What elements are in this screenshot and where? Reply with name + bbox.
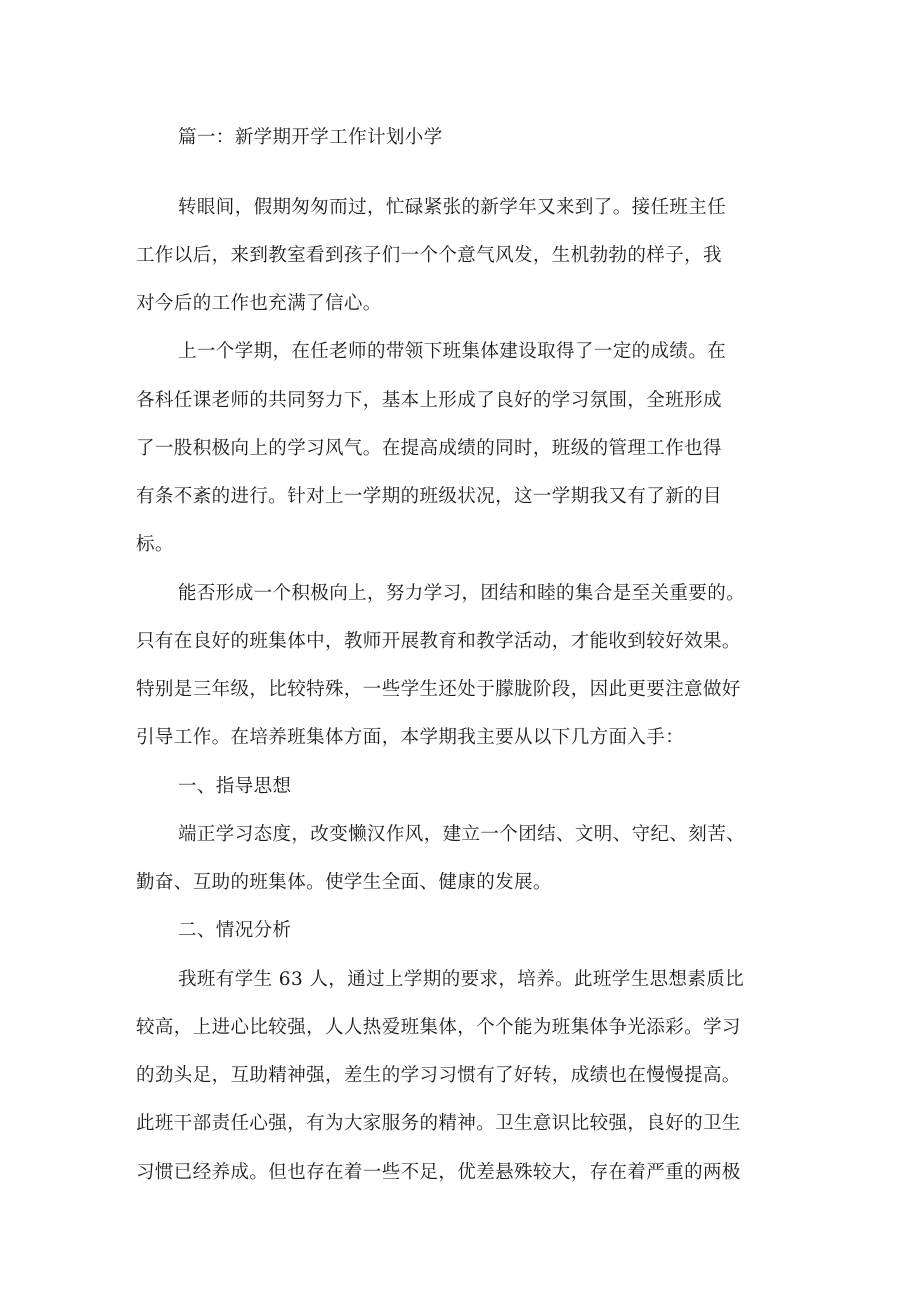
section-heading-situation-analysis: 二、情况分析 — [178, 920, 292, 941]
paragraph-3-line-1: 能否形成一个积极向上，努力学习，团结和睦的集合是至关重要的。 — [178, 583, 746, 604]
paragraph-3-line-3: 特别是三年级，比较特殊，一些学生还处于朦胧阶段，因此更要注意做好 — [136, 679, 741, 700]
paragraph-3-line-4: 引导工作。在培养班集体方面，本学期我主要从以下几方面入手： — [136, 727, 685, 748]
paragraph-2-line-2: 各科任课老师的共同努力下，基本上形成了良好的学习氛围，全班形成 — [136, 390, 722, 411]
paragraph-1-line-1: 转眼间，假期匆匆而过，忙碌紧张的新学年又来到了。接任班主任 — [178, 197, 727, 218]
paragraph-1-line-2: 工作以后，来到教室看到孩子们一个个意气风发，生机勃勃的样子，我 — [136, 245, 722, 266]
paragraph-3-line-2: 只有在良好的班集体中，教师开展教育和教学活动，才能收到较好效果。 — [136, 631, 741, 652]
paragraph-4-line-2: 勤奋、互助的班集体。使学生全面、健康的发展。 — [136, 872, 552, 893]
paragraph-5-line-5: 习惯已经养成。但也存在着一些不足，优差悬殊较大，存在着严重的两极 — [136, 1162, 741, 1183]
document-title: 篇一：新学期开学工作计划小学 — [178, 127, 443, 148]
paragraph-2-line-3: 了一股积极向上的学习风气。在提高成绩的同时，班级的管理工作也得 — [136, 438, 722, 459]
paragraph-4-line-1: 端正学习态度，改变懒汉作风，建立一个团结、文明、守纪、刻苦、 — [178, 824, 746, 845]
paragraph-2-line-4: 有条不紊的进行。针对上一学期的班级状况，这一学期我又有了新的目 — [136, 486, 722, 507]
paragraph-5-line-4: 此班干部责任心强，有为大家服务的精神。卫生意识比较强，良好的卫生 — [136, 1113, 741, 1134]
paragraph-5-line-1: 我班有学生 63 人，通过上学期的要求，培养。此班学生思想素质比 — [178, 969, 745, 990]
paragraph-5-line-3: 的劲头足，互助精神强，差生的学习习惯有了好转，成绩也在慢慢提高。 — [136, 1065, 741, 1086]
paragraph-5-line-2: 较高，上进心比较强，人人热爱班集体，个个能为班集体争光添彩。学习 — [136, 1017, 741, 1038]
section-heading-guiding-ideology: 一、指导思想 — [178, 776, 292, 797]
paragraph-2-line-1: 上一个学期，在任老师的带领下班集体建设取得了一定的成绩。在 — [178, 341, 727, 362]
paragraph-1-line-3: 对今后的工作也充满了信心。 — [136, 293, 382, 314]
paragraph-2-line-5: 标。 — [136, 534, 174, 555]
